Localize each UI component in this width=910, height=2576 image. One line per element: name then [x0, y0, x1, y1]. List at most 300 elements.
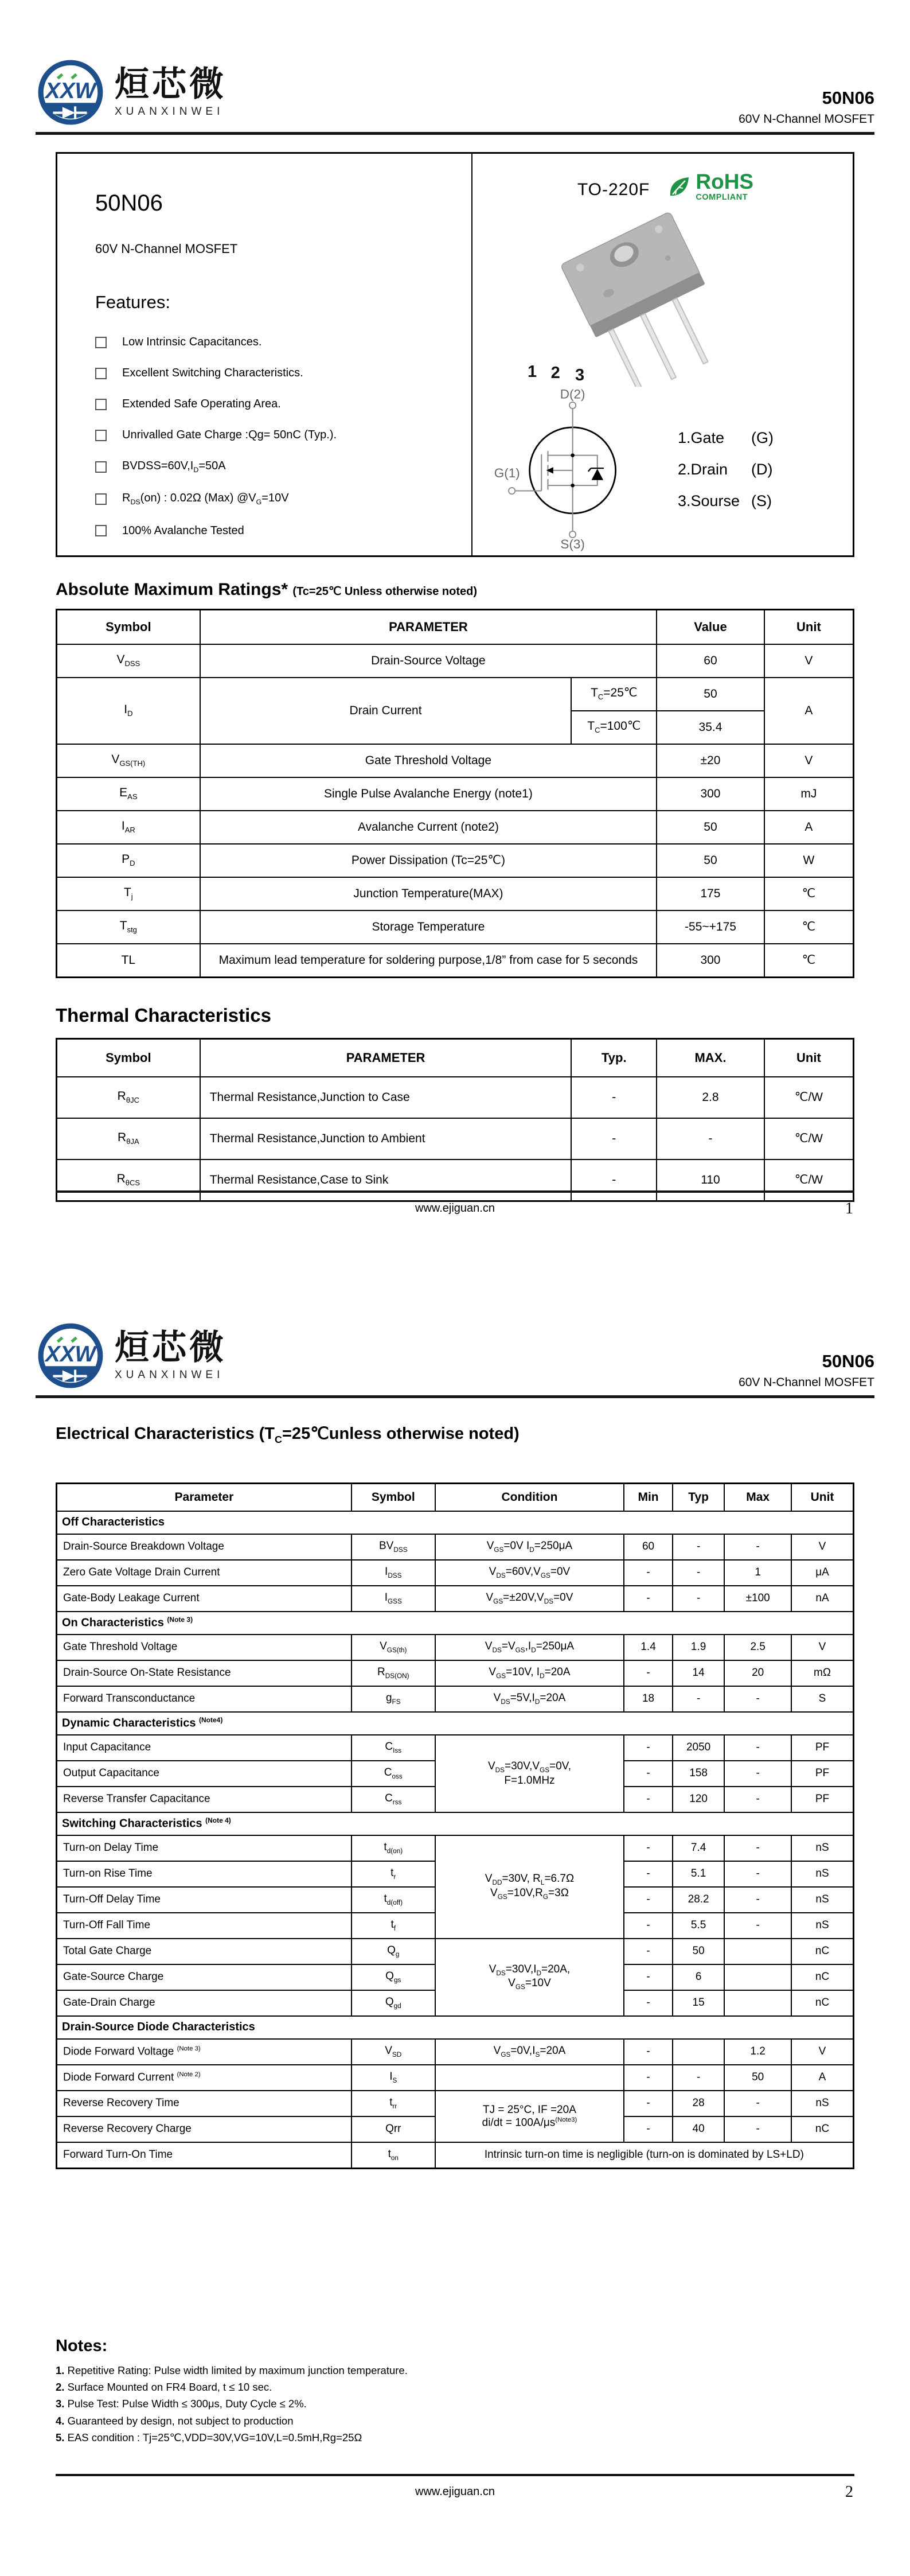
- table-cell: V: [791, 1635, 853, 1660]
- table-row: [57, 644, 854, 678]
- note-line: 2. Surface Mounted on FR4 Board, t ≤ 10 sec.: [56, 2381, 272, 2394]
- table-cell: Avalanche Current (note2): [200, 811, 657, 844]
- table-cell: $V_{DD}=30V$, $R_L=6.7\Omega$ $V_{GS}=10V,R_G=3\Omega$: [435, 1835, 624, 1939]
- table-cell: mΩ: [791, 1660, 853, 1686]
- table-cell: -: [624, 1735, 673, 1761]
- table-cell: 300: [657, 944, 764, 978]
- feature-text: 100% Avalanche Tested: [122, 524, 244, 537]
- table-row: [57, 944, 854, 978]
- section-row: [57, 1812, 854, 1835]
- table-cell: $I_{GSS}$: [351, 1586, 435, 1612]
- column-header: Typ.: [571, 1039, 657, 1077]
- table-row: [57, 744, 854, 777]
- table-cell: Intrinsic turn-on time is negligible (turn-on is dominated by LS+LD): [435, 2142, 854, 2169]
- brand-logo: [36, 57, 226, 127]
- table-cell: -: [724, 1913, 791, 1939]
- table-cell: $V_{GS}=\pm 20V,V_{DS}=0V$: [435, 1586, 624, 1612]
- pin-legend-line: [678, 429, 774, 447]
- table-row: [57, 777, 854, 811]
- table-cell: Gate-Body Leakage Current: [57, 1586, 351, 1612]
- table-row: [57, 1635, 854, 1660]
- table-cell: Thermal Resistance,Case to Sink: [200, 1159, 572, 1201]
- table-cell: -: [673, 1560, 724, 1586]
- table-cell: Turn-Off Fall Time: [57, 1913, 351, 1939]
- table-cell: -: [624, 1761, 673, 1787]
- table-header-row: [57, 610, 854, 645]
- table-row: [57, 1686, 854, 1712]
- table-cell: 1.2: [724, 2039, 791, 2065]
- page-header: [36, 0, 874, 135]
- part-number: 50N06: [822, 88, 874, 108]
- feature-item: [95, 336, 460, 349]
- section-row: [57, 1511, 854, 1534]
- feature-item: [95, 398, 460, 411]
- table-cell: Reverse Recovery Time: [57, 2091, 351, 2116]
- package-column: [472, 154, 853, 555]
- table-cell: $V_{GS}=10V$, $I_D=20A$: [435, 1660, 624, 1686]
- product-subtitle: 60V N-Channel MOSFET: [95, 242, 238, 256]
- table-cell: ℃/W: [764, 1118, 854, 1159]
- table-cell: $I_D$: [57, 678, 200, 744]
- rohs-title: RoHS: [696, 170, 754, 193]
- symbol-source-label: S(3): [560, 536, 585, 551]
- table-row: [57, 678, 854, 711]
- table-cell: nS: [791, 1887, 853, 1913]
- table-cell: -: [724, 1787, 791, 1812]
- absolute-maximum-ratings-table: [56, 609, 854, 978]
- table-cell: -: [624, 1964, 673, 1990]
- table-cell: Power Dissipation (Tc=25℃): [200, 844, 657, 877]
- section-row: [57, 1612, 854, 1635]
- table-cell: $T_C=25℃$: [571, 678, 657, 711]
- table-row: [57, 2142, 854, 2169]
- pin-name: 2.Drain: [678, 460, 728, 478]
- table-row: [57, 1586, 854, 1612]
- feature-text: Excellent Switching Characteristics.: [122, 367, 303, 379]
- table-cell: ℃/W: [764, 1159, 854, 1201]
- table-cell: ℃: [764, 944, 854, 978]
- table-cell: $R_{DS(ON)}$: [351, 1660, 435, 1686]
- table-cell: Storage Temperature: [200, 910, 657, 944]
- table-cell: 60: [657, 644, 764, 678]
- pin-name: 3.Sourse: [678, 492, 740, 509]
- table-cell: $V_{GS(TH)}$: [57, 744, 200, 777]
- note-line: 4. Guaranteed by design, not subject to production: [56, 2414, 294, 2427]
- table-cell: 5.1: [673, 1861, 724, 1887]
- part-family: 60V N-Channel MOSFET: [739, 112, 874, 126]
- table-header-row: [57, 1039, 854, 1077]
- table-cell: Diode Forward Voltage $^{(Note 3)}$: [57, 2039, 351, 2065]
- pin-id: (D): [751, 460, 773, 478]
- table-cell: $Q_{gd}$: [351, 1990, 435, 2016]
- table-cell: -: [624, 1990, 673, 2016]
- table-row: [57, 1534, 854, 1560]
- checkbox-icon: [95, 368, 107, 379]
- table-cell: Gate Threshold Voltage: [200, 744, 657, 777]
- header-part-block: [739, 88, 874, 127]
- table-cell: $V_{DSS}$: [57, 644, 200, 678]
- table-cell: Thermal Resistance,Junction to Case: [200, 1077, 572, 1118]
- table-cell: nS: [791, 1861, 853, 1887]
- note-line: 3. Pulse Test: Pulse Width ≤ 300μs, Duty Cycle ≤ 2%.: [56, 2398, 307, 2410]
- pin-name: 1.Gate: [678, 429, 725, 446]
- table-cell: $I_{AR}$: [57, 811, 200, 844]
- feature-text: $R_{DS}(on)$ : 0.02Ω (Max) $@V_G=10V$: [122, 492, 289, 507]
- table-cell: 50: [724, 2065, 791, 2091]
- abs-max-title-note: (Tc=25℃ Unless otherwise noted): [292, 585, 478, 598]
- table-cell: 50: [657, 811, 764, 844]
- product-column: [57, 154, 472, 555]
- table-cell: -: [724, 1735, 791, 1761]
- table-cell: TL: [57, 944, 200, 978]
- table-cell: 60: [624, 1534, 673, 1560]
- part-number: 50N06: [822, 1351, 874, 1371]
- table-cell: -: [624, 1660, 673, 1686]
- table-cell: TJ = 25°C, IF =20A $di/dt = 100A/\mu s^{(Note3)}$: [435, 2091, 624, 2142]
- table-cell: -: [624, 1560, 673, 1586]
- thermal-characteristics-table: [56, 1038, 854, 1202]
- table-cell: μA: [791, 1560, 853, 1586]
- note-line: 5. EAS condition : Tj=25℃,VDD=30V,VG=10V,L=0.5mH,Rg=25Ω: [56, 2431, 362, 2444]
- brand-name-en: XUANXINWEI: [115, 105, 224, 118]
- table-cell: nC: [791, 2116, 853, 2142]
- feature-item: [95, 460, 460, 474]
- table-cell: mJ: [764, 777, 854, 811]
- rohs-text: [696, 171, 753, 202]
- table-cell: Gate-Drain Charge: [57, 1990, 351, 2016]
- table-cell: -: [624, 1861, 673, 1887]
- column-header: Max: [724, 1483, 791, 1511]
- column-header: Symbol: [351, 1483, 435, 1511]
- table-cell: 15: [673, 1990, 724, 2016]
- footer-website: www.ejiguan.cn: [415, 2485, 495, 2498]
- table-cell: $C_{rss}$: [351, 1787, 435, 1812]
- table-cell: 7.4: [673, 1835, 724, 1861]
- table-cell: Drain-Source Breakdown Voltage: [57, 1534, 351, 1560]
- checkbox-icon: [95, 337, 107, 348]
- table-cell: $V_{SD}$: [351, 2039, 435, 2065]
- features-list: [95, 336, 460, 538]
- feature-item: [95, 492, 460, 506]
- table-cell: 120: [673, 1787, 724, 1812]
- table-cell: Diode Forward Current $^{(Note 2)}$: [57, 2065, 351, 2091]
- table-cell: 175: [657, 877, 764, 910]
- table-cell: $R_{\theta JA}$: [57, 1118, 200, 1159]
- table-cell: 300: [657, 777, 764, 811]
- table-cell: 5.5: [673, 1913, 724, 1939]
- table-cell: -: [673, 1686, 724, 1712]
- table-cell: -: [673, 1534, 724, 1560]
- column-header: Condition: [435, 1483, 624, 1511]
- table-row: [57, 1077, 854, 1118]
- abs-max-title: [56, 580, 854, 600]
- feature-text: Unrivalled Gate Charge :Qg= 50nC (Typ.).: [122, 429, 337, 441]
- table-cell: PF: [791, 1787, 853, 1812]
- table-row: [57, 2039, 854, 2065]
- table-cell: -: [673, 1586, 724, 1612]
- table-cell: 20: [724, 1660, 791, 1686]
- brand-text: [115, 1330, 226, 1382]
- table-cell: $C_{oss}$: [351, 1761, 435, 1787]
- table-cell: 2.8: [657, 1077, 764, 1118]
- table-row: [57, 1835, 854, 1861]
- table-cell: Junction Temperature(MAX): [200, 877, 657, 910]
- table-cell: -: [624, 1913, 673, 1939]
- electrical-characteristics-table: [56, 1482, 854, 2169]
- table-cell: $I_{DSS}$: [351, 1560, 435, 1586]
- table-cell: 158: [673, 1761, 724, 1787]
- table-cell: W: [764, 844, 854, 877]
- checkbox-icon: [95, 461, 107, 473]
- table-cell: -: [724, 2091, 791, 2116]
- table-cell: Dynamic Characteristics $^{(Note4)}$: [57, 1712, 854, 1735]
- table-cell: Forward Transconductance: [57, 1686, 351, 1712]
- section-row: [57, 1712, 854, 1735]
- table-cell: 50: [657, 844, 764, 877]
- table-cell: Reverse Recovery Charge: [57, 2116, 351, 2142]
- table-cell: 28.2: [673, 1887, 724, 1913]
- table-row: [57, 2065, 854, 2091]
- column-header: Value: [657, 610, 764, 645]
- table-cell: -: [624, 1887, 673, 1913]
- table-cell: -: [724, 1534, 791, 1560]
- column-header: PARAMETER: [200, 610, 657, 645]
- table-cell: $Q_{gs}$: [351, 1964, 435, 1990]
- part-family: 60V N-Channel MOSFET: [739, 1376, 874, 1389]
- table-cell: PF: [791, 1735, 853, 1761]
- page-footer: [56, 1190, 854, 1215]
- feature-text: Extended Safe Operating Area.: [122, 398, 281, 410]
- table-cell: $t_{d(off)}$: [351, 1887, 435, 1913]
- table-cell: nS: [791, 1913, 853, 1939]
- feature-text: $BVDSS=60V,I_D=50A$: [122, 460, 226, 474]
- table-cell: $V_{GS(th)}$: [351, 1635, 435, 1660]
- company-logo-icon: [36, 57, 106, 127]
- product-title: 50N06: [95, 190, 163, 216]
- table-cell: $t_{d(on)}$: [351, 1835, 435, 1861]
- table-cell: 1: [724, 1560, 791, 1586]
- column-header: Unit: [764, 1039, 854, 1077]
- table-cell: -: [624, 2116, 673, 2142]
- table-cell: ℃: [764, 877, 854, 910]
- table-cell: PF: [791, 1761, 853, 1787]
- table-cell: Total Gate Charge: [57, 1939, 351, 1964]
- table-cell: Input Capacitance: [57, 1735, 351, 1761]
- page-number: 1: [845, 1200, 853, 1217]
- company-logo-icon: [36, 1321, 106, 1391]
- table-cell: -: [724, 1861, 791, 1887]
- pin-legend: [678, 429, 774, 510]
- table-cell: ±100: [724, 1586, 791, 1612]
- table-cell: V: [764, 744, 854, 777]
- table-cell: $T_C=100℃$: [571, 711, 657, 744]
- table-cell: ±20: [657, 744, 764, 777]
- column-header: Parameter: [57, 1483, 351, 1511]
- product-overview-box: [56, 152, 854, 557]
- table-cell: -: [571, 1159, 657, 1201]
- table-cell: Turn-on Delay Time: [57, 1835, 351, 1861]
- table-cell: -: [624, 2039, 673, 2065]
- table-cell: 2050: [673, 1735, 724, 1761]
- column-header: Min: [624, 1483, 673, 1511]
- table-cell: 6: [673, 1964, 724, 1990]
- notes-list: [56, 2365, 854, 2444]
- table-cell: $V_{GS}=0V$ $I_D=250\mu A$: [435, 1534, 624, 1560]
- table-cell: $R_{\theta CS}$: [57, 1159, 200, 1201]
- table-cell: $R_{\theta JC}$: [57, 1077, 200, 1118]
- abs-max-title-text: Absolute Maximum Ratings*: [56, 580, 288, 599]
- table-cell: nC: [791, 1964, 853, 1990]
- table-cell: Single Pulse Avalanche Energy (note1): [200, 777, 657, 811]
- table-cell: 1.4: [624, 1635, 673, 1660]
- mosfet-symbol: [492, 383, 664, 555]
- checkbox-icon: [95, 399, 107, 410]
- page-header: [36, 1288, 874, 1398]
- mosfet-symbol-row: [492, 383, 839, 555]
- table-cell: $V_{DS}=5V,I_D=20A$: [435, 1686, 624, 1712]
- table-cell: 2.5: [724, 1635, 791, 1660]
- table-row: [57, 811, 854, 844]
- table-row: [57, 844, 854, 877]
- table-cell: Switching Characteristics $^{(Note 4)}$: [57, 1812, 854, 1835]
- table-cell: 50: [673, 1939, 724, 1964]
- table-cell: 50: [657, 678, 764, 711]
- notes-section: [56, 2337, 854, 2444]
- column-header: MAX.: [657, 1039, 764, 1077]
- table-cell: $V_{DS}=30V,V_{GS}=0V$, F=1.0MHz: [435, 1735, 624, 1812]
- table-cell: -: [724, 1686, 791, 1712]
- table-cell: -: [624, 1787, 673, 1812]
- table-cell: 28: [673, 2091, 724, 2116]
- pin-id: (S): [751, 492, 772, 509]
- table-cell: $C_{Iss}$: [351, 1735, 435, 1761]
- feature-item: [95, 367, 460, 380]
- table-cell: 110: [657, 1159, 764, 1201]
- table-row: [57, 910, 854, 944]
- rohs-subtitle: COMPLIANT: [696, 193, 748, 202]
- table-cell: [435, 2065, 624, 2091]
- table-cell: 35.4: [657, 711, 764, 744]
- table-cell: [673, 2039, 724, 2065]
- table-cell: $t_r$: [351, 1861, 435, 1887]
- table-cell: $V_{GS}=0V,I_S=20A$: [435, 2039, 624, 2065]
- package-pin-numbers: [528, 363, 584, 384]
- table-cell: nS: [791, 1835, 853, 1861]
- table-cell: Zero Gate Voltage Drain Current: [57, 1560, 351, 1586]
- table-row: [57, 1660, 854, 1686]
- column-header: Symbol: [57, 1039, 200, 1077]
- table-cell: $I_S$: [351, 2065, 435, 2091]
- electrical-characteristics-title: Electrical Characteristics ($T_C=25℃unless$ otherwise noted): [56, 1425, 520, 1445]
- table-cell: $t_{on}$: [351, 2142, 435, 2169]
- table-row: [57, 1118, 854, 1159]
- table-cell: Thermal Resistance,Junction to Ambient: [200, 1118, 572, 1159]
- table-cell: $V_{DS}=V_{GS},I_D=250\mu A$: [435, 1635, 624, 1660]
- feature-item: [95, 524, 460, 538]
- table-cell: $V_{DS}=30V,I_D=20A$, $V_{GS}=10V$: [435, 1939, 624, 2016]
- table-cell: 18: [624, 1686, 673, 1712]
- header-part-block: [739, 1351, 874, 1391]
- table-row: [57, 1560, 854, 1586]
- page-number: 2: [845, 2483, 853, 2501]
- symbol-drain-label: D(2): [560, 387, 585, 402]
- table-row: [57, 1939, 854, 1964]
- symbol-gate-label: G(1): [494, 466, 520, 481]
- column-header: Unit: [791, 1483, 853, 1511]
- table-cell: -55~+175: [657, 910, 764, 944]
- table-cell: $BV_{DSS}$: [351, 1534, 435, 1560]
- section-row: [57, 2016, 854, 2039]
- brand-logo: [36, 1321, 226, 1391]
- table-cell: $t_{rr}$: [351, 2091, 435, 2116]
- table-cell: $V_{DS}=60V,V_{GS}=0V$: [435, 1560, 624, 1586]
- table-cell: nC: [791, 1990, 853, 2016]
- package-header: [492, 171, 839, 202]
- table-cell: -: [624, 1586, 673, 1612]
- table-cell: -: [624, 2091, 673, 2116]
- table-header-row: [57, 1483, 854, 1511]
- pin-legend-line: [678, 461, 774, 478]
- logo-monogram: XXW: [45, 79, 96, 104]
- table-cell: nC: [791, 1939, 853, 1964]
- table-cell: -: [724, 1761, 791, 1787]
- brand-name-cn: 烜芯微: [115, 64, 226, 103]
- table-cell: -: [673, 2065, 724, 2091]
- feature-text: Low Intrinsic Capacitances.: [122, 336, 262, 348]
- table-cell: Off Characteristics: [57, 1511, 854, 1534]
- table-cell: Gate Threshold Voltage: [57, 1635, 351, 1660]
- thermal-title: Thermal Characteristics: [56, 1005, 272, 1026]
- table-cell: nS: [791, 2091, 853, 2116]
- column-header: Unit: [764, 610, 854, 645]
- table-cell: Drain Current: [200, 678, 572, 744]
- table-row: [57, 1735, 854, 1761]
- pin-legend-line: [678, 492, 774, 510]
- svg-text:2: 2: [550, 363, 560, 382]
- table-cell: -: [624, 1835, 673, 1861]
- table-cell: $t_f$: [351, 1913, 435, 1939]
- table-cell: $E_{AS}$: [57, 777, 200, 811]
- table-cell: 14: [673, 1660, 724, 1686]
- pin-id: (G): [751, 429, 774, 446]
- table-cell: $T_j$: [57, 877, 200, 910]
- table-cell: V: [764, 644, 854, 678]
- checkbox-icon: [95, 430, 107, 441]
- table-cell: V: [791, 2039, 853, 2065]
- table-cell: -: [724, 1835, 791, 1861]
- brand-name-en: XUANXINWEI: [115, 1368, 224, 1381]
- column-header: Symbol: [57, 610, 200, 645]
- table-cell: Output Capacitance: [57, 1761, 351, 1787]
- package-photo: [489, 204, 758, 387]
- table-cell: A: [764, 678, 854, 744]
- brand-text: [115, 64, 226, 118]
- table-cell: A: [764, 811, 854, 844]
- table-cell: -: [571, 1118, 657, 1159]
- table-cell: Reverse Transfer Capacitance: [57, 1787, 351, 1812]
- table-cell: Maximum lead temperature for soldering purpose,1/8” from case for 5 seconds: [200, 944, 657, 978]
- checkbox-icon: [95, 525, 107, 536]
- table-cell: $Q_g$: [351, 1939, 435, 1964]
- note-line: 1. Repetitive Rating: Pulse width limited by maximum junction temperature.: [56, 2364, 408, 2376]
- table-cell: Drain-Source Voltage: [200, 644, 657, 678]
- table-cell: 40: [673, 2116, 724, 2142]
- table-cell: Forward Turn-On Time: [57, 2142, 351, 2169]
- table-cell: Turn-Off Delay Time: [57, 1887, 351, 1913]
- table-cell: V: [791, 1534, 853, 1560]
- table-cell: S: [791, 1686, 853, 1712]
- checkbox-icon: [95, 493, 107, 505]
